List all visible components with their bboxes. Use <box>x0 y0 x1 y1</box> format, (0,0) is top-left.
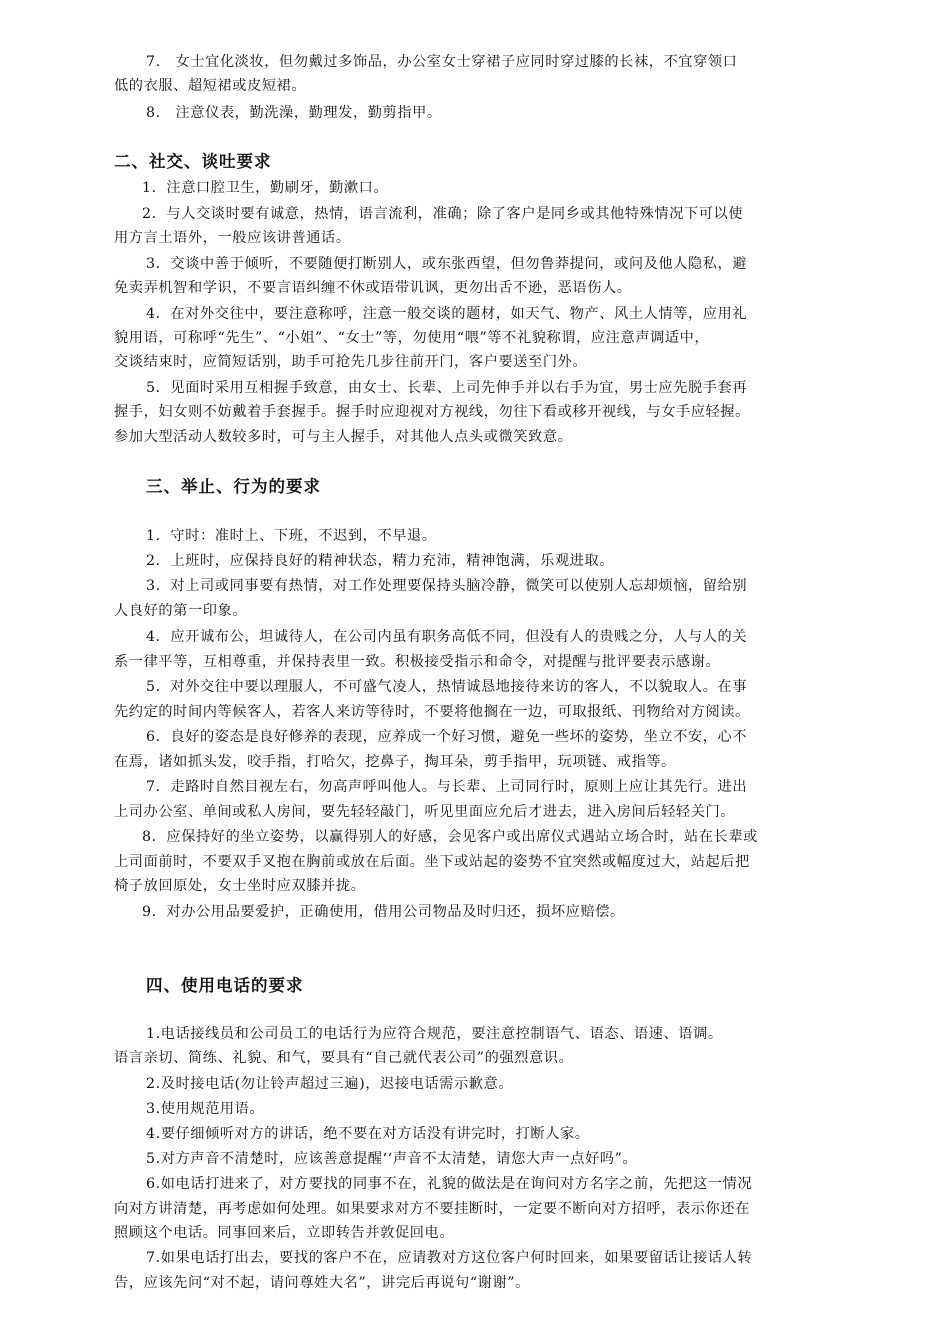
s3-item3-line1: 3．对上司或同事要有热情，对工作处理要保持头脑冷静，微笑可以使别人忘却烦恼，留给别 <box>146 578 748 594</box>
s4-item6-line3: 照顾这个电话。同事回来后，立即转告并敦促回电。 <box>114 1225 455 1241</box>
s3-item4-line2: 系一律平等，互相尊重，并保持表里一致。积极接受指示和命令，对提醒与批评要表示感谢。 <box>114 654 721 670</box>
s4-item1-line2: 语言亲切、简练、礼貌、和气，要具有“自己就代表公司”的强烈意识。 <box>114 1050 574 1066</box>
s1-item8-line1: 8. 注意仪表，勤洗澡，勤理发，勤剪指甲。 <box>146 105 442 121</box>
section4-heading: 四、使用电话的要求 <box>146 976 304 995</box>
s3-item5-line1: 5．对外交往中要以理服人，不可盛气凌人，热情诚恳地接待来访的客人，不以貌取人。在事 <box>146 679 748 695</box>
s3-item6-line2: 在焉，诸如抓头发，咬手指，打哈欠，挖鼻子，掏耳朵，剪手指甲，玩项链、戒指等。 <box>114 754 676 770</box>
s3-item2-line1: 2．上班时，应保持良好的精神状态，精力充沛，精神饱满，乐观进取。 <box>146 553 615 569</box>
s3-item7-line2: 上司办公室、单间或私人房间，要先轻轻敲门，听见里面应允后才进去，进入房间后轻轻关门。 <box>114 804 736 820</box>
s2-item4-line2: 貌用语，可称呼“先生”、“小姐”、“女士”等，勿使用“喂”等不礼貌称谓，应注意声调适中， <box>114 330 710 346</box>
s3-item9-line1: 9．对办公用品要爱护，正确使用，借用公司物品及时归还，损坏应赔偿。 <box>142 904 625 920</box>
s3-item8-line1: 8．应保持好的坐立姿势，以赢得别人的好感，会见客户或出席仪式遇站立场合时，站在长辈或 <box>142 829 758 845</box>
s2-item5-line2: 握手，妇女则不妨戴着手套握手。握手时应迎视对方视线，勿往下看或移开视线，与女手应轻握。 <box>114 404 750 420</box>
s4-item3-line1: 3.使用规范用语。 <box>146 1101 265 1117</box>
s3-item8-line3: 椅子放回原处，女士坐时应双膝并拢。 <box>114 878 366 894</box>
s2-item5-line3: 参加大型活动人数较多时，可与主人握手，对其他人点头或微笑致意。 <box>114 429 573 445</box>
s2-item4-line1: 4．在对外交往中，要注意称呼，注意一般交谈的题材，如天气、物产、风土人情等，应用礼 <box>146 306 748 322</box>
s2-item1-line1: 1．注意口腔卫生，勤刷牙，勤漱口。 <box>142 180 389 196</box>
s2-item2-line2: 用方言土语外，一般应该讲普通话。 <box>114 230 351 246</box>
s4-item6-line1: 6.如电话打进来了，对方要找的同事不在，礼貌的做法是在询问对方名字之前，先把这一情况 <box>146 1176 753 1192</box>
s3-item8-line2: 上司面前时，不要双手叉抱在胸前或放在后面。坐下或站起的姿势不宜突然或幅度过大，站起后把 <box>114 854 750 870</box>
s3-item1-line1: 1．守时：准时上、下班，不迟到，不早退。 <box>146 528 437 544</box>
s4-item5-line1: 5.对方声音不清楚时，应该善意提醒‘‘声音不太清楚，请您大声一点好吗”。 <box>146 1151 638 1167</box>
section2-heading: 二、社交、谈吐要求 <box>114 152 272 171</box>
s4-item6-line2: 向对方讲清楚，再考虑如何处理。如果要求对方不要挂断时，一定要不断向对方招呼，表示你还在 <box>114 1201 750 1217</box>
s3-item3-line2: 人良好的第一印象。 <box>114 603 248 619</box>
section3-heading: 三、举止、行为的要求 <box>146 477 321 496</box>
s2-item3-line1: 3．交谈中善于倾听，不要随便打断别人，或东张西望，但勿鲁莽提问，或问及他人隐私，避 <box>146 256 748 272</box>
s1-item7-line1: 7. 女士宜化淡妆，但勿戴过多饰品，办公室女士穿裙子应同时穿过膝的长袜，不宜穿领口 <box>146 54 738 70</box>
s3-item7-line1: 7．走路时自然目视左右，勿高声呼叫他人。与长辈、上司同行时，原则上应让其先行。进出 <box>146 779 748 795</box>
s3-item5-line2: 先约定的时间内等候客人，若客人来访等待时，不要将他搁在一边，可取报纸、刊物给对方阅读。 <box>114 704 750 720</box>
s3-item6-line1: 6．良好的姿态是良好修养的表现，应养成一个好习惯，避免一些坏的姿势，坐立不安，心不 <box>146 729 748 745</box>
s2-item4-line3: 交谈结束时，应简短话别，助手可抢先几步往前开门，客户要送至门外。 <box>114 354 588 370</box>
s2-item3-line2: 免卖弄机智和学识，不要言语纠缠不休或语带讥讽，更勿出舌不逊，恶语伤人。 <box>114 280 632 296</box>
s4-item7-line1: 7.如果电话打出去，要找的客户不在，应请教对方这位客户何时回来，如果要留话让接话人转 <box>146 1250 753 1266</box>
s3-item4-line1: 4．应开诚布公，坦诚待人，在公司内虽有职务高低不同，但没有人的贵贱之分，人与人的关 <box>146 629 748 645</box>
s1-item7-line2: 低的衣服、超短裙或皮短裙。 <box>114 78 307 94</box>
s4-item1-line1: 1.电话接线员和公司员工的电话行为应符合规范，要注意控制语气、语态、语速、语调。 <box>146 1026 723 1042</box>
s2-item5-line1: 5．见面时采用互相握手致意，由女士、长辈、上司先伸手并以右手为宜，男士应先脱手套再 <box>146 380 748 396</box>
s4-item2-line1: 2.及时接电话(勿让铃声超过三遍)，迟接电话需示歉意。 <box>146 1076 514 1092</box>
s2-item2-line1: 2．与人交谈时要有诚意，热情，语言流利，准确；除了客户是同乡或其他特殊情况下可以使 <box>142 206 744 222</box>
s4-item7-line2: 告，应该先问“对不起，请问尊姓大名”，讲完后再说句“谢谢”。 <box>114 1275 530 1291</box>
s4-item4-line1: 4.要仔细倾听对方的讲话，绝不要在对方话没有讲完时，打断人家。 <box>146 1126 590 1142</box>
